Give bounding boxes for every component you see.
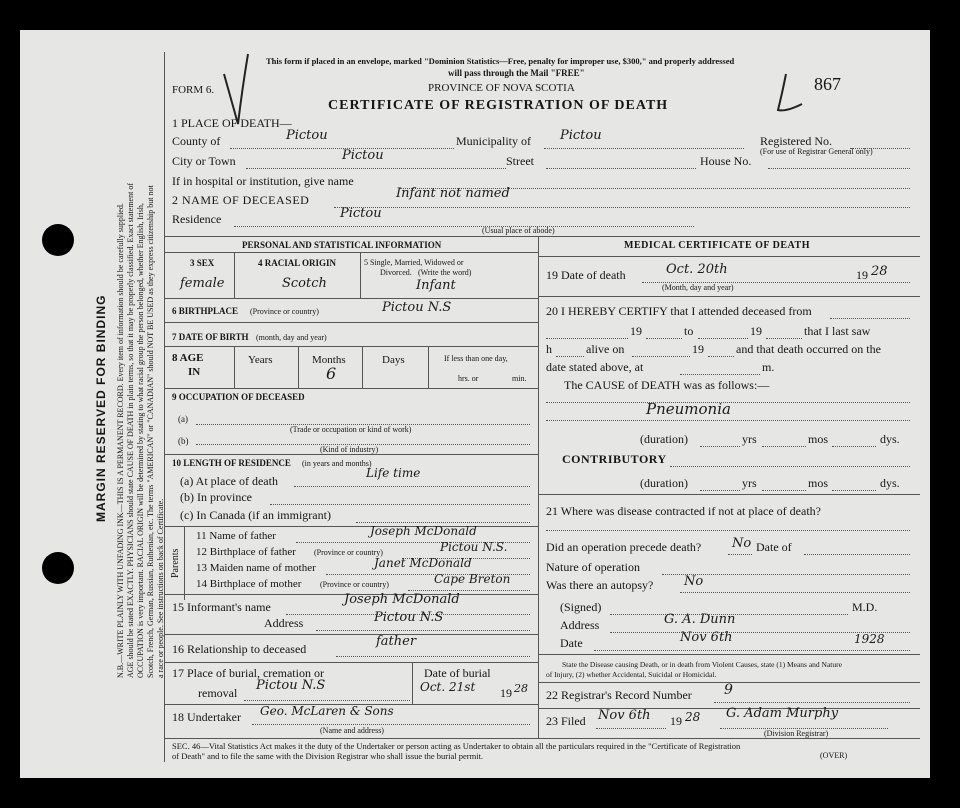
- burial-place-value: Pictou N.S: [256, 678, 326, 693]
- street-label: Street: [506, 154, 534, 168]
- residence-c-label: (c) In Canada (if an immigrant): [180, 508, 331, 522]
- certify-alive-on: alive on: [586, 342, 625, 356]
- certify-death-occurred: and that death occurred on the: [736, 342, 881, 356]
- contributory-label: CONTRIBUTORY: [562, 452, 667, 466]
- operation-value: No: [732, 536, 752, 551]
- birthplace-value: Pictou N.S: [382, 300, 452, 315]
- record-number-label: 22 Registrar's Record Number: [546, 688, 692, 702]
- age-in-label: IN: [188, 366, 201, 378]
- operation-date-label: Date of: [756, 540, 792, 554]
- registrar-signature: G. Adam Murphy: [726, 706, 839, 721]
- duration-label-2: (duration): [640, 476, 688, 490]
- residence-value: Pictou: [340, 206, 382, 221]
- instructions-line-2: AGE should be stated EXACTLY. PHYSICIANS should state CAUSE OF DEATH in plain terms, so that it may be properly classified. Exact statement of: [126, 183, 135, 678]
- violent-note-2: of Injury, (2) whether Accidental, Suicidal or Homicidal.: [546, 670, 717, 679]
- personal-heading: PERSONAL AND STATISTICAL INFORMATION: [242, 240, 442, 250]
- father-birthplace-label: 12 Birthplace of father: [196, 546, 296, 558]
- undertaker-hint: (Name and address): [320, 726, 384, 735]
- dob-label: 7 DATE OF BIRTH: [172, 332, 249, 342]
- length-hint: (in years and months): [302, 459, 372, 468]
- residence-a-value: Life time: [366, 466, 421, 480]
- county-value: Pictou: [286, 128, 328, 143]
- registered-no-label: Registered No.: [760, 134, 832, 148]
- footer-line-1: SEC. 46—Vital Statistics Act makes it the duty of the Undertaker or person acting as Undertaker to obtain all the particulars required in the "Certificate of Registration: [172, 741, 741, 751]
- municipality-value: Pictou: [560, 128, 602, 143]
- sex-label: 3 SEX: [190, 258, 215, 268]
- father-name-label: 11 Name of father: [196, 530, 276, 542]
- name-of-deceased-label: 2 NAME OF DECEASED: [172, 193, 310, 207]
- racial-origin-label: 4 RACIAL ORIGIN: [258, 258, 337, 268]
- days-label: Days: [382, 354, 405, 366]
- father-birthplace-hint: (Province or country): [314, 548, 383, 557]
- burial-year-value: 28: [514, 682, 528, 695]
- mos-label-1: mos: [808, 432, 829, 446]
- mos-label-2: mos: [808, 476, 829, 490]
- marital-value: Infant: [416, 278, 456, 293]
- date-of-death-label: 19 Date of death: [546, 268, 626, 282]
- undertaker-label: 18 Undertaker: [172, 710, 241, 724]
- column-divider: [538, 236, 539, 738]
- burial-date-value: Oct. 21st: [420, 680, 476, 694]
- burial-date-label: Date of burial: [424, 666, 491, 680]
- informant-value: Joseph McDonald: [344, 592, 460, 607]
- medical-heading: MEDICAL CERTIFICATE OF DEATH: [624, 240, 810, 251]
- filed-value: Nov 6th: [598, 708, 651, 723]
- yrs-label-2: yrs: [742, 476, 757, 490]
- instructions-line-5: a race or people. See instructions on back of Certificate.: [156, 498, 165, 678]
- death-year-prefix: 19: [856, 268, 868, 282]
- certify-line-1: 20 I HEREBY CERTIFY that I attended deceased from: [546, 304, 812, 318]
- years-label: Years: [248, 354, 273, 366]
- marital-label-1: 5 Single, Married, Widowed or: [364, 258, 464, 267]
- instructions-line-1: N.B.—WRITE PLAINLY WITH UNFADING INK—THIS IS A PERMANENT RECORD. Every item of information should be carefully supplied.: [116, 203, 125, 678]
- age-label: 8 AGE: [172, 352, 204, 364]
- county-label: County of: [172, 134, 221, 148]
- relationship-value: father: [376, 634, 417, 649]
- informant-label: 15 Informant's name: [172, 600, 271, 614]
- frame-left: [164, 52, 165, 762]
- death-year-value: 28: [871, 264, 888, 279]
- occupation-a: (a): [178, 414, 188, 424]
- mother-birthplace-hint: (Province or country): [320, 580, 389, 589]
- certify-h: h: [546, 342, 552, 356]
- binding-margin-label: MARGIN RESERVED FOR BINDING: [94, 294, 108, 522]
- signed-label: (Signed): [560, 600, 602, 614]
- certificate-number: 867: [814, 74, 841, 94]
- punch-hole-top: [42, 224, 74, 256]
- form-number: FORM 6.: [172, 84, 215, 96]
- city-label: City or Town: [172, 154, 236, 168]
- informant-address-value: Pictou N.S: [374, 610, 444, 625]
- father-birthplace-value: Pictou N.S.: [440, 540, 508, 554]
- residence-label: Residence: [172, 212, 222, 226]
- min-label: min.: [512, 374, 527, 383]
- birthplace-label: 6 BIRTHPLACE: [172, 306, 238, 316]
- certify-last-saw: that I last saw: [804, 324, 871, 338]
- instructions-line-3: OCCUPATION is very important. RACIAL ORIGIN will be determined by stating to what racial group the person belonged, whether English, Irish,: [136, 203, 145, 678]
- sex-value: female: [180, 276, 225, 291]
- months-value: 6: [326, 364, 337, 383]
- instructions-line-4: Scotch, French, German, Russian, Ruthenian, etc. The terms "AMERICAN" or "CANADIAN" should NOT BE USED as they express citizenship but not: [146, 185, 155, 678]
- registrar-general-note: (For use of Registrar General only): [760, 147, 873, 156]
- physician-address-value: G. A. Dunn: [664, 612, 736, 627]
- undertaker-value: Geo. McLaren & Sons: [260, 704, 394, 718]
- medical-date-value: Nov 6th: [680, 630, 733, 645]
- violent-note-1: State the Disease causing Death, or in death from Violent Causes, state (1) Means and Nature: [562, 660, 842, 669]
- length-of-residence-label: 10 LENGTH OF RESIDENCE: [172, 458, 291, 468]
- occupation-label: 9 OCCUPATION OF DECEASED: [172, 392, 305, 402]
- mail-notice-1: This form if placed in an envelope, marked "Dominion Statistics—Free, penalty for improper use, $300," and properly addressed: [266, 56, 735, 66]
- father-name-value: Joseph McDonald: [370, 524, 477, 538]
- certify-19b: 19: [750, 324, 762, 338]
- certify-date-stated: date stated above, at: [546, 360, 644, 374]
- hospital-label: If in hospital or institution, give name: [172, 174, 354, 188]
- filed-year-prefix: 19: [670, 714, 682, 728]
- hrs-label: hrs. or: [458, 374, 479, 383]
- filed-year-value: 28: [685, 710, 701, 724]
- l-mark: [772, 70, 808, 120]
- certificate-sheet: [20, 30, 930, 778]
- certify-19c: 19: [692, 342, 704, 356]
- certify-m: m.: [762, 360, 775, 374]
- md-label: M.D.: [852, 600, 878, 614]
- yrs-label-1: yrs: [742, 432, 757, 446]
- birthplace-hint: (Province or country): [250, 307, 319, 316]
- burial-year-prefix: 19: [500, 686, 512, 700]
- occupation-b-hint: (Kind of industry): [320, 445, 379, 454]
- where-contracted-label: 21 Where was disease contracted if not at place of death?: [546, 504, 821, 518]
- cause-value: Pneumonia: [646, 400, 731, 418]
- punch-hole-bottom: [42, 552, 74, 584]
- footer-over: (OVER): [820, 751, 848, 760]
- medical-date-label: Date: [560, 636, 583, 650]
- date-of-death-value: Oct. 20th: [666, 262, 728, 277]
- municipality-label: Municipality of: [456, 134, 531, 148]
- name-of-deceased-value: Infant not named: [396, 186, 510, 201]
- city-value: Pictou: [342, 148, 384, 163]
- marital-hint: (Write the word): [418, 268, 472, 277]
- certify-19a: 19: [630, 324, 642, 338]
- parents-label: Parents: [170, 548, 181, 578]
- house-no-label: House No.: [700, 154, 752, 168]
- operation-label: Did an operation precede death?: [546, 540, 702, 554]
- certify-to: to: [684, 324, 694, 338]
- mother-birthplace-label: 14 Birthplace of mother: [196, 578, 302, 590]
- place-of-death-heading: 1 PLACE OF DEATH—: [172, 116, 292, 130]
- physician-address-label: Address: [560, 618, 600, 632]
- division-registrar-note: (Division Registrar): [764, 729, 829, 738]
- document-title: CERTIFICATE OF REGISTRATION OF DEATH: [328, 98, 669, 113]
- relationship-label: 16 Relationship to deceased: [172, 642, 307, 656]
- residence-note: (Usual place of abode): [482, 226, 555, 235]
- autopsy-label: Was there an autopsy?: [546, 578, 654, 592]
- medical-date-year: 1928: [854, 632, 885, 646]
- residence-b-label: (b) In province: [180, 490, 252, 504]
- burial-place-label-2: removal: [198, 686, 238, 700]
- occupation-a-hint: (Trade or occupation or kind of work): [290, 425, 412, 434]
- residence-a-label: (a) At place of death: [180, 474, 278, 488]
- province-label: PROVINCE OF NOVA SCOTIA: [428, 82, 575, 94]
- marital-label-2: Divorced.: [380, 268, 412, 277]
- mother-birthplace-value: Cape Breton: [434, 572, 511, 586]
- footer-line-2: of Death" and to file the same with the Division Registrar who shall issue the burial permit.: [172, 751, 484, 761]
- dys-label-2: dys.: [880, 476, 900, 490]
- dob-hint: (month, day and year): [256, 333, 327, 342]
- filed-label: 23 Filed: [546, 714, 586, 728]
- autopsy-value: No: [684, 574, 704, 589]
- date-of-death-hint: (Month, day and year): [662, 283, 734, 292]
- mother-name-label: 13 Maiden name of mother: [196, 562, 316, 574]
- nature-of-operation-label: Nature of operation: [546, 560, 640, 574]
- months-label: Months: [312, 354, 346, 366]
- duration-label-1: (duration): [640, 432, 688, 446]
- informant-address-label: Address: [264, 616, 304, 630]
- record-number-value: 9: [724, 682, 733, 698]
- mail-notice-2: will pass through the Mail "FREE": [448, 68, 585, 78]
- racial-origin-value: Scotch: [282, 276, 327, 291]
- burial-place-label-1: 17 Place of burial, cremation or: [172, 666, 324, 680]
- occupation-b: (b): [178, 436, 189, 446]
- mother-name-value: Janet McDonald: [374, 556, 472, 570]
- dys-label-1: dys.: [880, 432, 900, 446]
- cause-label: The CAUSE of DEATH was as follows:—: [564, 378, 770, 392]
- less-than-day-label: If less than one day,: [444, 354, 508, 363]
